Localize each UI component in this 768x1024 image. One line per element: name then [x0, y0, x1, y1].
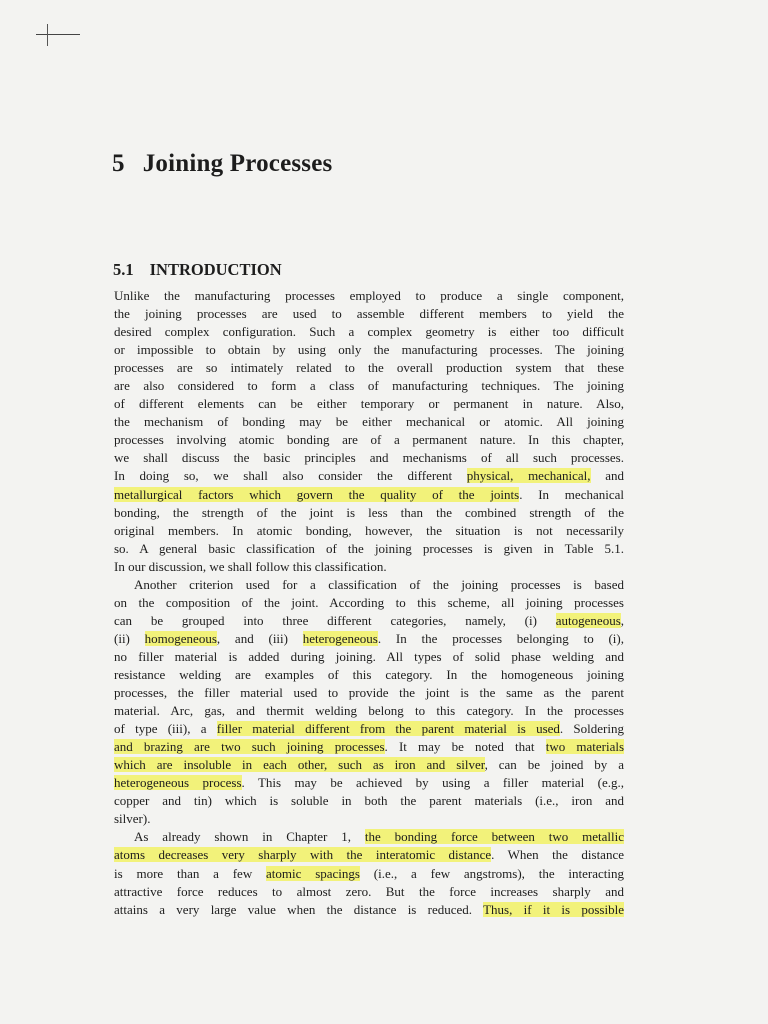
text-line — [114, 738, 624, 756]
chapter-number: 5 — [112, 150, 125, 177]
text-line — [114, 684, 624, 702]
line-text: . In the processes belonging to (i), — [377, 630, 624, 646]
text-line — [114, 305, 624, 323]
text-line — [114, 486, 624, 504]
line-text: no filler material is added during joining. All types of solid phase welding and — [114, 648, 624, 664]
text-line — [114, 612, 624, 630]
section-heading — [113, 260, 282, 280]
text-line — [114, 810, 624, 828]
line-text: processes involving atomic bonding are of a permanent nature. In this chapter, — [114, 432, 624, 448]
line-text: the mechanism of bonding may be either mechanical or atomic. All joining — [114, 414, 624, 430]
highlighted-text: two materials — [545, 739, 624, 755]
line-text: are also considered to form a class of manufacturing techniques. The joining — [114, 378, 624, 394]
text-line — [114, 792, 624, 810]
highlighted-text: heterogeneous — [302, 630, 378, 646]
line-text: attains a very large value when the distance is reduced. — [114, 901, 484, 917]
text-line — [114, 377, 624, 395]
line-text: Unlike the manufacturing processes employed to produce a single component, — [114, 288, 624, 303]
highlighted-text: the bonding force between two metallic — [364, 829, 624, 845]
line-text: . It may be noted that — [384, 739, 546, 755]
text-line — [114, 828, 624, 846]
margin-mark — [36, 34, 80, 35]
line-text: so. A general basic classification of the joining processes is given in Table 5.1. — [114, 540, 624, 556]
line-text: bonding, the strength of the joint is less than the combined strength of the — [114, 504, 624, 520]
line-text: As already shown in Chapter 1, — [134, 829, 365, 845]
line-text: processes, the filler material used to provide the joint is the same as the parent — [114, 685, 624, 701]
text-line — [114, 449, 624, 467]
margin-mark-vertical — [47, 24, 48, 46]
line-text: In our discussion, we shall follow this classification. — [114, 558, 387, 574]
line-text: resistance welding are examples of this category. In the homogeneous joining — [114, 666, 624, 682]
highlighted-text: atoms decreases very sharply with the interatomic distance — [114, 847, 492, 863]
chapter-title-text: Joining Processes — [142, 150, 333, 177]
text-line — [114, 883, 624, 901]
line-text: . Soldering — [559, 721, 624, 737]
body-text — [114, 287, 624, 919]
text-line — [114, 540, 624, 558]
text-line — [114, 504, 624, 522]
highlighted-text: homogeneous — [144, 630, 217, 646]
line-text: we shall discuss the basic principles and mechanisms of all such processes. — [114, 450, 624, 466]
line-text: and — [590, 468, 624, 484]
line-text: on the composition of the joint. According to this scheme, all joining processes — [114, 594, 624, 610]
text-line — [114, 702, 624, 720]
line-text: Another criterion used for a classification of the joining processes is based — [134, 576, 624, 592]
text-line — [114, 576, 624, 594]
line-text: . This may be achieved by using a filler material (e.g., — [241, 775, 624, 791]
line-text: copper and tin) which is soluble in both the parent materials (i.e., iron and — [114, 793, 624, 809]
line-text: of different elements can be either temporary or permanent in nature. Also, — [114, 396, 624, 412]
text-line — [114, 774, 624, 792]
text-line — [114, 431, 624, 449]
highlighted-text: and brazing are two such joining processes — [114, 739, 385, 755]
line-text: material. Arc, gas, and thermit welding belong to this category. In the processes — [114, 703, 624, 719]
line-text: original members. In atomic bonding, however, the situation is not necessarily — [114, 522, 624, 538]
highlighted-text: physical, mechanical, — [466, 468, 591, 484]
text-line — [114, 287, 624, 305]
line-text: of type (iii), a — [114, 721, 217, 737]
line-text: is more than a few — [114, 865, 267, 881]
line-text: In doing so, we shall also consider the different — [114, 468, 467, 484]
text-line — [114, 865, 624, 883]
line-text: , — [620, 612, 624, 628]
line-text: . When the distance — [491, 847, 624, 863]
text-line — [114, 522, 624, 540]
text-line — [114, 413, 624, 431]
highlighted-text: autogeneous — [555, 612, 621, 628]
line-text: attractive force reduces to almost zero. But the force increases sharply and — [114, 883, 624, 899]
chapter-title — [112, 150, 332, 178]
highlighted-text: which are insoluble in each other, such as iron and silver — [114, 757, 485, 773]
line-text: (ii) — [114, 630, 145, 646]
text-line — [114, 901, 624, 919]
line-text: desired complex configuration. Such a complex geometry is either too difficult — [114, 324, 624, 340]
section-title-text: INTRODUCTION — [149, 260, 282, 279]
text-line — [114, 846, 624, 864]
highlighted-text: metallurgical factors which govern the quality of the joints — [114, 486, 520, 502]
highlighted-text: atomic spacings — [266, 865, 360, 881]
text-line — [114, 323, 624, 341]
text-line — [114, 720, 624, 738]
line-text: , and (iii) — [216, 630, 303, 646]
text-line — [114, 594, 624, 612]
text-line — [114, 648, 624, 666]
section-number: 5.1 — [113, 260, 134, 279]
highlighted-text: filler material different from the parent material is used — [216, 721, 560, 737]
highlighted-text: heterogeneous process — [114, 775, 242, 791]
text-line — [114, 467, 624, 485]
line-text: can be grouped into three different categories, namely, (i) — [114, 612, 556, 628]
line-text: . In mechanical — [519, 486, 624, 502]
text-line — [114, 341, 624, 359]
highlighted-text: Thus, if it is possible — [483, 901, 624, 917]
line-text: the joining processes are used to assemble different members to yield the — [114, 306, 624, 322]
text-line — [114, 666, 624, 684]
line-text: (i.e., a few angstroms), the interacting — [359, 865, 624, 881]
line-text: silver). — [114, 811, 151, 827]
text-line — [114, 359, 624, 377]
line-text: , can be joined by a — [484, 757, 624, 773]
text-line — [114, 756, 624, 774]
line-text: or impossible to obtain by using only the manufacturing processes. The joining — [114, 342, 624, 358]
line-text: processes are so intimately related to the overall production system that these — [114, 360, 624, 376]
text-line — [114, 558, 624, 576]
text-line — [114, 395, 624, 413]
text-line — [114, 630, 624, 648]
